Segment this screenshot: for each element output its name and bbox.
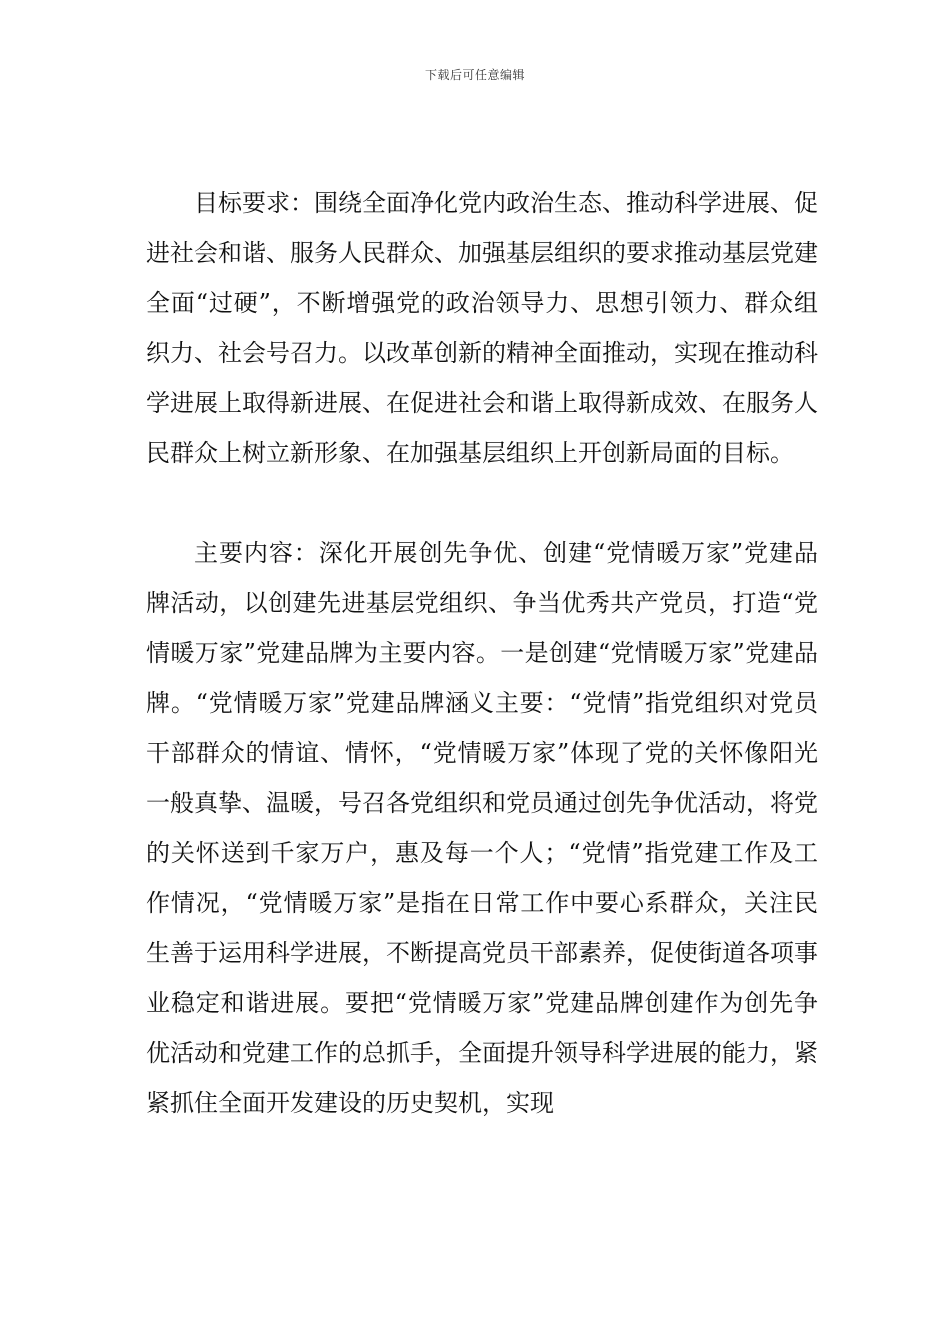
document-body xyxy=(146,178,818,1128)
paragraph-goals: 目标要求：围绕全面净化党内政治生态、推动科学进展、促进社会和谐、服务人民群众、加强基层组织的要求推动基层党建全面“过硬”，不断增强党的政治领导力、思想引领力、群众组织力、社会号召力。以改革创新的精神全面推动，实现在推动科学进展上取得新进展、在促进社会和谐上取得新成效、在服务人民群众上树立新形象、在加强基层组织上开创新局面的目标。 xyxy=(146,189,818,467)
paragraph-main-content: 主要内容：深化开展创先争优、创建“党情暖万家”党建品牌活动，以创建先进基层党组织、争当优秀共产党员，打造“党情暖万家”党建品牌为主要内容。一是创建“党情暖万家”党建品牌。“党情暖万家”党建品牌涵义主要：“党情”指党组织对党员干部群众的情谊、情怀，“党情暖万家”体现了党的关怀像阳光一般真挚、温暖，号召各党组织和党员通过创先争优活动，将党的关怀送到千家万户，惠及每一个人；“党情”指党建工作及工作情况，“党情暖万家”是指在日常工作中要心系群众，关注民生善于运用科学进展，不断提高党员干部素养，促使街道各项事业稳定和谐进展。要把“党情暖万家”党建品牌创建作为创先争优活动和党建工作的总抓手，全面提升领导科学进展的能力，紧紧抓住全面开发建设的历史契机，实现 xyxy=(146,539,818,1117)
download-note: 下载后可任意编辑 xyxy=(424,68,525,82)
